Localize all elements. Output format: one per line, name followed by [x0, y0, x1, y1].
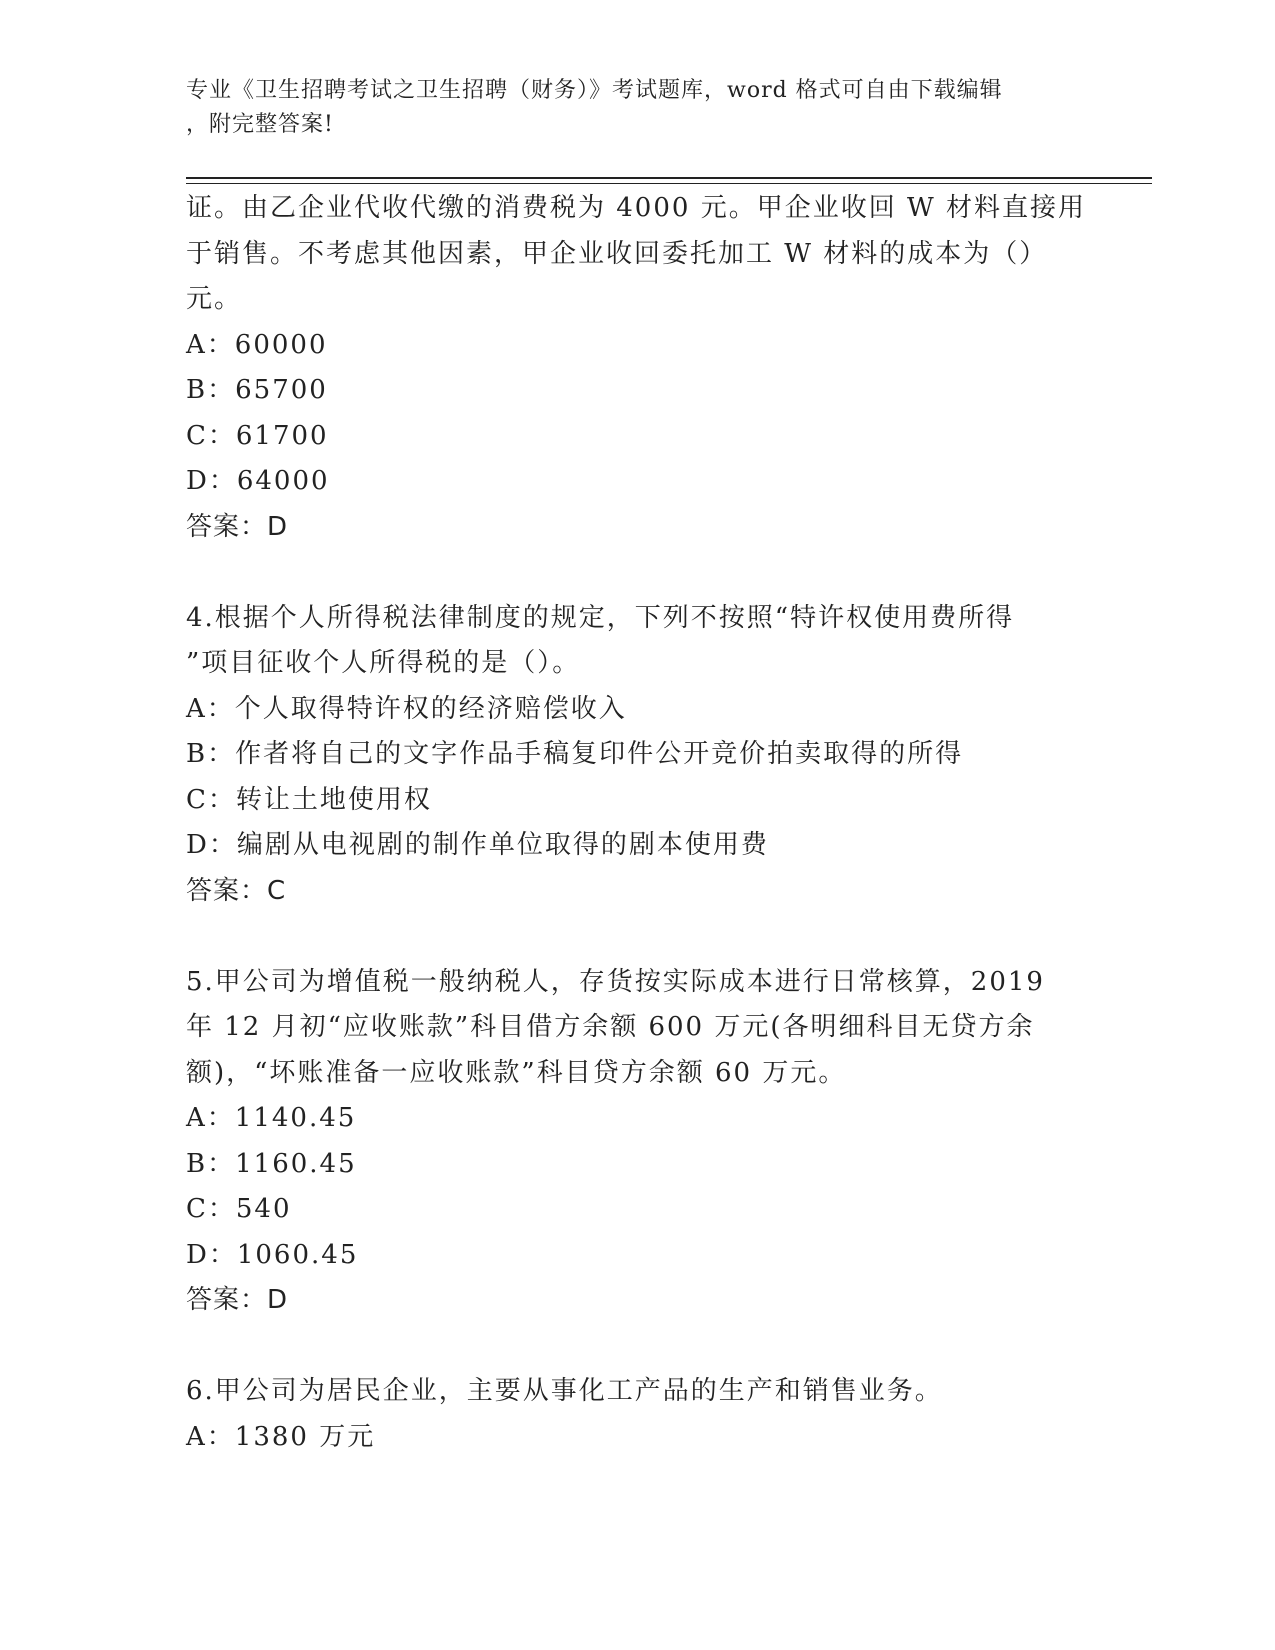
question-text-line: 于销售。不考虑其他因素，甲企业收回委托加工 W 材料的成本为（）: [186, 238, 1048, 269]
question-text-line: 额)，“坏账准备一应收账款”科目贷方余额 60 万元。: [186, 1057, 847, 1088]
option-a: A：1140.45: [186, 1103, 357, 1133]
question-text-line: 证。由乙企业代收代缴的消费税为 4000 元。甲企业收回 W 材料直接用: [186, 193, 1086, 223]
option-d: D：编剧从电视剧的制作单位取得的剧本使用费: [186, 830, 769, 860]
question-text-line: 年 12 月初“应收账款”科目借方余额 600 万元(各明细科目无贷方余: [186, 1012, 1035, 1042]
spacer: [186, 914, 1086, 960]
question-text-line: ”项目征收个人所得税的是（）。: [186, 648, 581, 678]
option-d: D：1060.45: [186, 1239, 359, 1270]
answer: 答案：D: [186, 511, 289, 542]
question-6: [186, 1369, 1086, 1460]
document-header: [186, 74, 1066, 142]
option-b: B：1160.45: [186, 1148, 357, 1179]
header-line-2: ，附完整答案!: [186, 112, 334, 137]
option-c: C：转让土地使用权: [186, 784, 432, 815]
option-b: B：作者将自己的文字作品手稿复印件公开竞价拍卖取得的所得: [186, 739, 964, 769]
header-divider-thin: [186, 183, 1152, 184]
question-text-line: 4.根据个人所得税法律制度的规定，下列不按照“特许权使用费所得: [186, 602, 1015, 633]
option-c: C：540: [186, 1194, 292, 1224]
spacer: [186, 550, 1086, 596]
header-line-1: 专业《卫生招聘考试之卫生招聘（财务）》考试题库，word 格式可自由下载编辑: [186, 78, 1003, 103]
question-3: [186, 186, 1086, 550]
question-list: [186, 186, 1086, 1460]
header-divider-thick: [186, 177, 1152, 179]
question-4: [186, 596, 1086, 915]
option-a: A：个人取得特许权的经济赔偿收入: [186, 693, 627, 724]
option-b: B：65700: [186, 375, 328, 405]
answer: 答案：D: [186, 1285, 289, 1315]
option-a: A：1380 万元: [186, 1421, 376, 1452]
answer: 答案：C: [186, 875, 287, 906]
option-d: D：64000: [186, 466, 330, 496]
question-5: [186, 960, 1086, 1324]
question-text-line: 5.甲公司为增值税一般纳税人，存货按实际成本进行日常核算，2019: [186, 966, 1045, 997]
question-text-line: 元。: [186, 284, 243, 314]
option-a: A：60000: [186, 329, 328, 360]
option-c: C：61700: [186, 420, 329, 451]
spacer: [186, 1324, 1086, 1370]
question-text-line: 6.甲公司为居民企业，主要从事化工产品的生产和销售业务。: [186, 1376, 943, 1406]
